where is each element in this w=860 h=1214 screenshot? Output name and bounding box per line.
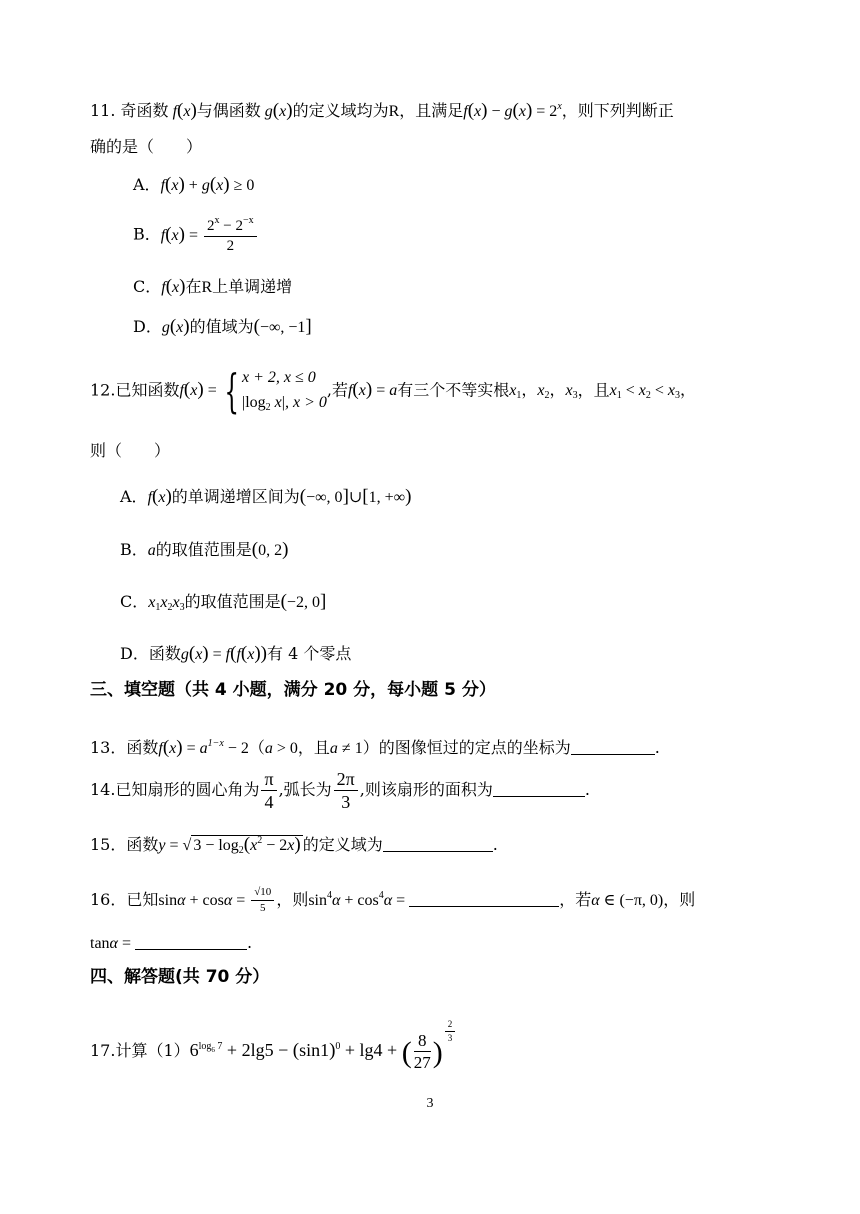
- q14-number: 14.: [90, 780, 116, 799]
- q11-text: ，且满足: [399, 101, 464, 120]
- math-gx: g(x): [260, 100, 293, 121]
- q16-number: 16．: [90, 890, 127, 909]
- option-label: D．: [133, 317, 162, 336]
- option-label: C．: [133, 277, 162, 296]
- q11-option-d: [133, 317, 312, 336]
- math-fraction: $\frac{\pi}{4}$: [261, 770, 276, 811]
- math-gx: g(x): [161, 316, 190, 337]
- q14-text: .: [584, 780, 590, 799]
- q12-text: ，且: [577, 380, 610, 400]
- q12-option-a: [120, 487, 411, 506]
- q11-option-b: [133, 216, 259, 254]
- q16-text: ，若: [559, 890, 592, 909]
- q12-option-c: [120, 592, 326, 613]
- math-fx: f(x) =: [179, 379, 221, 401]
- q13-number: 13．: [90, 738, 127, 757]
- math-expr: tanα =: [90, 935, 135, 952]
- answer-blank[interactable]: [135, 935, 247, 950]
- q15-number: 15．: [90, 835, 127, 854]
- math-sqrt: y = √ $3 - \log_2(x^2 - 2x)$: [158, 834, 301, 856]
- q13-text: ）的图像恒过的定点的坐标为: [362, 738, 571, 757]
- math-cond: a > 0: [264, 740, 298, 757]
- option-text: 函数: [148, 644, 181, 663]
- q16-text: ，则: [663, 890, 696, 909]
- brace-icon: {: [224, 363, 239, 418]
- option-text: 的取值范围是: [155, 540, 252, 559]
- math-expr: sinα + cosα =: [158, 892, 250, 909]
- math-product: $x_1x_2x_3$: [148, 594, 185, 613]
- q12-text: 有三个不等实根: [397, 380, 510, 400]
- q15-text: 的定义域为: [302, 835, 383, 854]
- math-fx: $f(x) = a^{1-x} - 2$: [158, 737, 249, 758]
- math-expr: $\sin^4\alpha + \cos^4\alpha$ =: [308, 890, 410, 909]
- q12-option-b: [120, 540, 288, 559]
- q12-line1: [90, 363, 697, 418]
- q12-number: 12.: [90, 380, 116, 400]
- q14-text: ,则该扇形的面积为: [359, 780, 493, 799]
- math-eq: f(x) = a: [347, 379, 398, 401]
- math-fx: f(x): [147, 486, 172, 507]
- q16-line2: [90, 935, 252, 952]
- q12-line2: 则（ ）: [90, 441, 171, 460]
- math-expr: f(x) + g(x) ≥ 0: [160, 174, 255, 195]
- option-text: 的单调递增区间为: [171, 487, 300, 506]
- q15-text: 函数: [126, 835, 159, 854]
- math-roots: $x_1$，$x_2$，$x_3$: [509, 382, 578, 402]
- option-label: B．: [133, 224, 161, 244]
- section-heading: 三、填空题（共 4 小题，满分 20 分，每小题 5 分）: [90, 680, 496, 700]
- option-label: A．: [133, 175, 161, 194]
- q12-text: ,若: [326, 380, 348, 400]
- q13-line: [90, 738, 660, 757]
- q17-line: [90, 1020, 457, 1071]
- option-label: C．: [120, 592, 149, 611]
- q12-text: 已知函数: [115, 380, 180, 400]
- math-interval: (−∞, −1]: [253, 316, 312, 337]
- answer-blank[interactable]: [493, 782, 585, 797]
- q11-option-a: [133, 175, 254, 194]
- q14-line: [90, 770, 590, 811]
- option-text: 的值域为: [189, 317, 254, 336]
- q14-text: 已知扇形的圆心角为: [115, 780, 260, 799]
- option-text: 上单调递增: [212, 277, 293, 296]
- math-fx: f(x): [168, 100, 197, 121]
- math-fx: f(x): [161, 276, 186, 297]
- answer-blank[interactable]: [409, 892, 559, 907]
- section-heading: 四、解答题(共 70 分）: [90, 967, 270, 987]
- option-text: 有 4 个零点: [266, 644, 352, 663]
- q11-text: 与偶函数: [196, 101, 261, 120]
- math-expression: $6^{log_6 7} + 2\lg 5 - (\sin 1)^0 + \lg 4$ + ( $\frac{8}{27}$ ) $^{\frac{2}{3}}$: [190, 1040, 458, 1060]
- q11-text: 奇函数: [120, 101, 169, 120]
- math-a: a: [147, 542, 156, 559]
- q13-text: 函数: [126, 738, 159, 757]
- answer-blank[interactable]: [571, 740, 655, 755]
- math-interval: (−2, 0]: [280, 591, 327, 612]
- q14-text: ,弧长为: [278, 780, 332, 799]
- q11-option-c: [133, 277, 292, 296]
- q11-text: 的定义域均为: [292, 101, 389, 120]
- option-label: D．: [120, 644, 149, 663]
- q11-number: 11.: [90, 101, 116, 120]
- q11-line1: [90, 101, 674, 120]
- math-fraction: $\frac{2^x - 2^{-x}}{2}$: [204, 216, 257, 254]
- q13-text: .: [654, 738, 660, 757]
- math-fraction: $\frac{√10}{5}$: [251, 887, 274, 914]
- option-label: A．: [120, 487, 148, 506]
- q12-option-d: [120, 644, 351, 663]
- math-expr: f(x) =: [160, 223, 203, 245]
- option-text: 的取值范围是: [184, 592, 281, 611]
- option-label: B．: [120, 540, 148, 559]
- page-number: 3: [426, 1096, 434, 1111]
- q11-line2: 确的是（ ）: [90, 137, 203, 156]
- q16-line1: [90, 887, 695, 914]
- q11-text: ，则下列判断正: [561, 101, 674, 120]
- q13-text: （: [248, 738, 265, 757]
- q16-text: .: [246, 933, 253, 952]
- q15-line: [90, 835, 498, 856]
- math-gx: g(x) = f(f(x)): [180, 643, 267, 664]
- math-fraction: $\frac{2\pi}{3}$: [334, 770, 358, 811]
- math-interval: (0, 2): [251, 539, 289, 560]
- q16-text: ，则: [276, 890, 309, 909]
- math-expr: α ∈ (−π, 0): [591, 892, 664, 909]
- q13-text: ，且: [297, 738, 330, 757]
- math-order: $x_1 < x_2 < x_3$，: [609, 382, 697, 402]
- q16-text: 已知: [126, 890, 159, 909]
- answer-blank[interactable]: [383, 837, 493, 852]
- math-equation: $f(x) - g(x) = 2^x$: [463, 100, 562, 121]
- q17-number: 17.: [90, 1040, 116, 1060]
- math-R: R: [388, 103, 400, 120]
- option-text: 在: [185, 277, 202, 296]
- q15-text: .: [492, 835, 498, 854]
- math-interval: (−∞, 0]∪[1, +∞): [299, 486, 412, 507]
- math-piecewise: x + 2, x ≤ 0 $|\log_2$ x|, x > 0: [242, 369, 327, 413]
- q17-text: 计算（1）: [115, 1040, 190, 1060]
- math-cond: a ≠ 1: [329, 740, 363, 757]
- math-R: R: [201, 279, 213, 296]
